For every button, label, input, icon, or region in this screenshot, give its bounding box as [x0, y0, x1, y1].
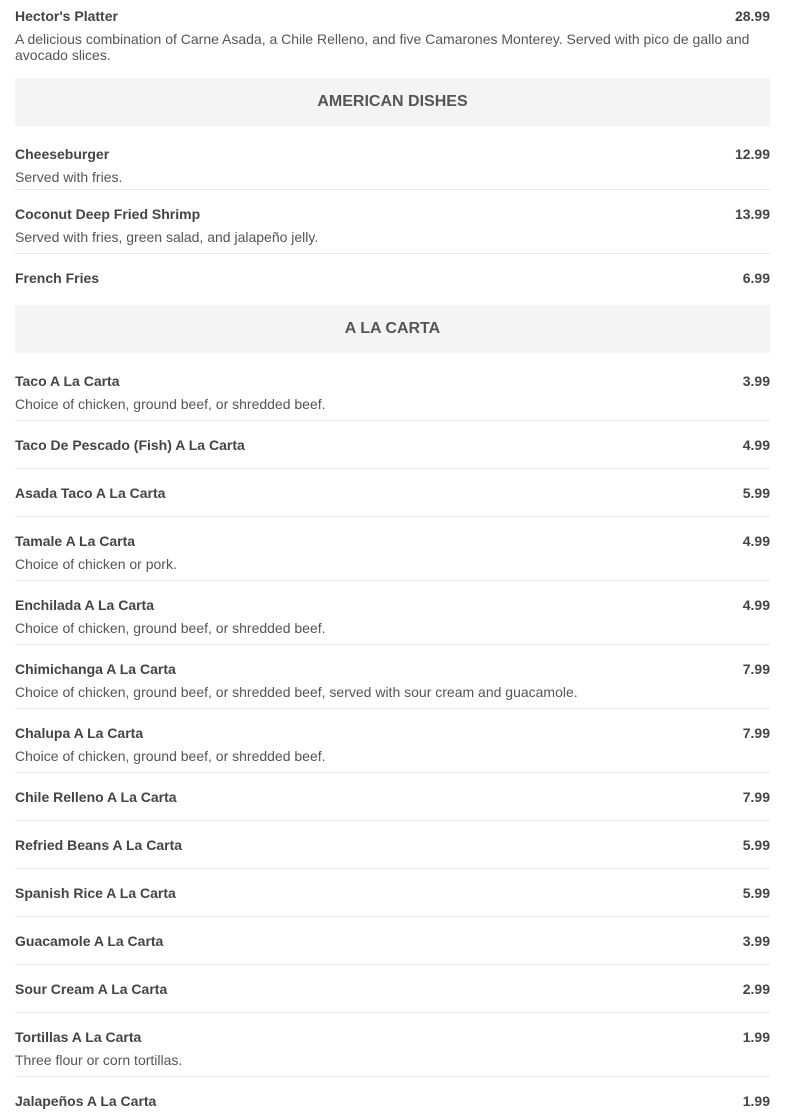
item-price: 6.99 — [742, 270, 770, 286]
item-price: 7.99 — [742, 661, 770, 677]
menu-item-taco-de-pescado[interactable] — [15, 421, 770, 469]
item-name: Hector's Platter — [15, 8, 118, 24]
item-name: Tortillas A La Carta — [15, 1029, 142, 1045]
menu-item-jalapenos[interactable] — [15, 1077, 770, 1113]
item-name: French Fries — [15, 270, 100, 286]
item-price: 4.99 — [742, 597, 770, 613]
item-name: Cheeseburger — [15, 146, 110, 162]
section-header-a-la-carta: A LA CARTA — [15, 305, 770, 353]
item-name: Chile Relleno A La Carta — [15, 789, 177, 805]
menu-item-coconut-deep-fried-shrimp[interactable] — [15, 190, 770, 254]
item-description: Choice of chicken, ground beef, or shredded beef. — [15, 396, 326, 412]
item-name: Enchilada A La Carta — [15, 597, 155, 613]
item-name: Chalupa A La Carta — [15, 725, 144, 741]
item-description: Choice of chicken or pork. — [15, 556, 177, 572]
menu-item-refried-beans[interactable] — [15, 821, 770, 869]
item-description: Choice of chicken, ground beef, or shredded beef, served with sour cream and guacamole. — [15, 684, 578, 700]
item-description: Choice of chicken, ground beef, or shredded beef. — [15, 748, 326, 764]
menu-item-hectors-platter[interactable] — [15, 0, 770, 78]
menu-item-tamale[interactable] — [15, 517, 770, 581]
item-name: Taco De Pescado (Fish) A La Carta — [15, 437, 245, 453]
item-name: Chimichanga A La Carta — [15, 661, 176, 677]
menu-item-enchilada[interactable] — [15, 581, 770, 645]
item-price: 2.99 — [742, 981, 770, 997]
item-price: 28.99 — [734, 8, 770, 24]
item-price: 12.99 — [734, 146, 770, 162]
menu-item-french-fries[interactable] — [15, 254, 770, 305]
item-name: Spanish Rice A La Carta — [15, 885, 176, 901]
item-price: 3.99 — [742, 933, 770, 949]
menu-item-guacamole[interactable] — [15, 917, 770, 965]
item-name: Asada Taco A La Carta — [15, 485, 166, 501]
item-name: Refried Beans A La Carta — [15, 837, 183, 853]
item-description: Served with fries. — [15, 169, 123, 185]
item-name: Tamale A La Carta — [15, 533, 136, 549]
menu-item-asada-taco[interactable] — [15, 469, 770, 517]
menu-item-cheeseburger[interactable] — [15, 126, 770, 190]
menu-item-taco[interactable] — [15, 353, 770, 421]
item-price: 1.99 — [742, 1029, 770, 1045]
item-description: A delicious combination of Carne Asada, a Chile Relleno, and five Camarones Monterey. Served with pico de gallo and avocado slices. — [15, 31, 750, 63]
menu-item-chile-relleno[interactable] — [15, 773, 770, 821]
item-name: Guacamole A La Carta — [15, 933, 164, 949]
item-price: 1.99 — [742, 1093, 770, 1109]
menu-item-spanish-rice[interactable] — [15, 869, 770, 917]
item-price: 5.99 — [742, 485, 770, 501]
item-name: Sour Cream A La Carta — [15, 981, 168, 997]
item-description: Three flour or corn tortillas. — [15, 1052, 183, 1068]
item-price: 13.99 — [734, 206, 770, 222]
menu-item-tortillas[interactable] — [15, 1013, 770, 1077]
item-price: 4.99 — [742, 437, 770, 453]
menu-item-sour-cream[interactable] — [15, 965, 770, 1013]
item-description: Choice of chicken, ground beef, or shredded beef. — [15, 620, 326, 636]
item-price: 7.99 — [742, 789, 770, 805]
item-price: 3.99 — [742, 373, 770, 389]
section-header-american-dishes: AMERICAN DISHES — [15, 78, 770, 126]
item-name: Taco A La Carta — [15, 373, 120, 389]
menu-item-chalupa[interactable] — [15, 709, 770, 773]
item-price: 5.99 — [742, 837, 770, 853]
item-name: Jalapeños A La Carta — [15, 1093, 157, 1109]
item-price: 5.99 — [742, 885, 770, 901]
item-name: Coconut Deep Fried Shrimp — [15, 206, 201, 222]
menu-item-chimichanga[interactable] — [15, 645, 770, 709]
item-description: Served with fries, green salad, and jalapeño jelly. — [15, 229, 319, 245]
item-price: 4.99 — [742, 533, 770, 549]
item-price: 7.99 — [742, 725, 770, 741]
